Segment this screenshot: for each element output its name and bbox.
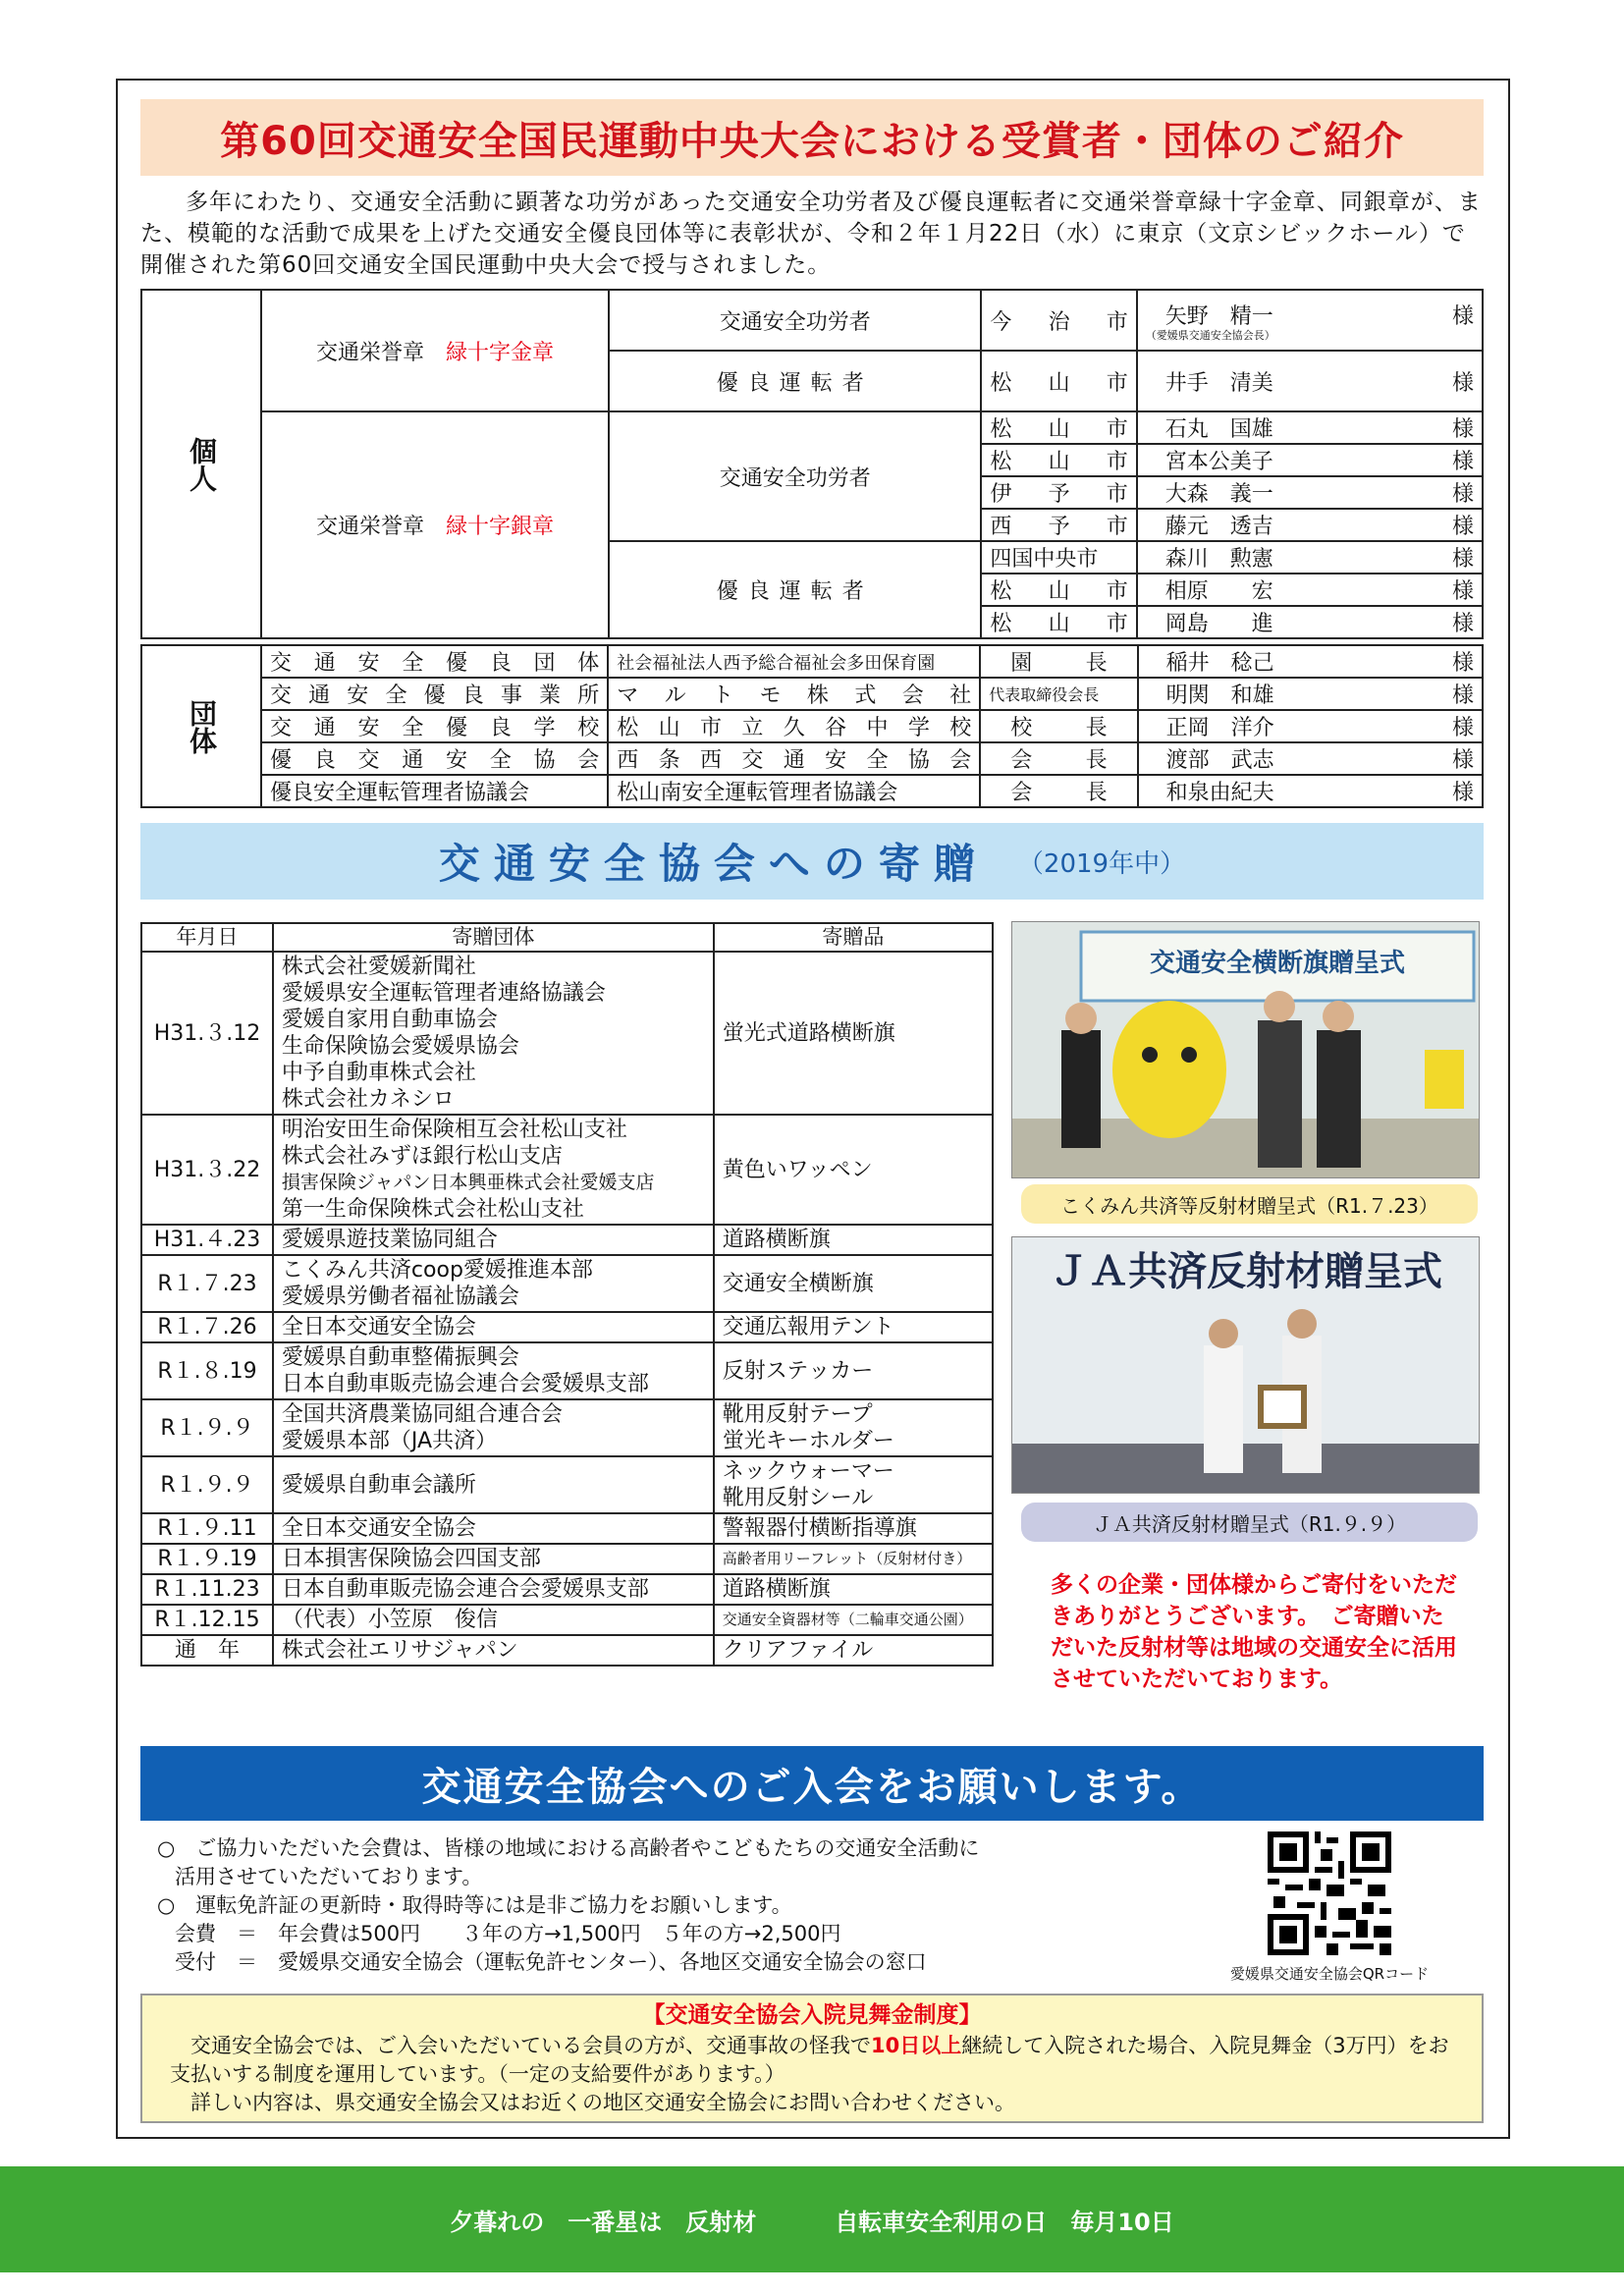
donation-items [714, 1342, 993, 1399]
insurance-text: 交通安全協会では、ご入会いただいている会員の方が、交通事故の怪我で10日以上継続して入院された場合、入院見舞金（3万円）をお支払いする制度を運用しています。（一定の支給要件があります。） [170, 2034, 1449, 2086]
group-role: 代表取締役会長 [980, 678, 1137, 710]
donor-name: 第一生命保険株式会社松山支社 [281, 1197, 584, 1222]
donation-donors [273, 1225, 714, 1255]
photo-kokumin-ceremony [1011, 921, 1480, 1178]
donation-date: H31.３.22 [141, 1115, 273, 1225]
group-name: 様 和泉由紀夫 [1138, 775, 1483, 807]
group-name: 様 稲井 稔己 [1138, 645, 1483, 678]
donated-item: クリアファイル [722, 1638, 874, 1663]
gold-driver-name: 様 井手 清美 [1137, 351, 1483, 411]
group-role: 会長 [980, 775, 1137, 807]
donor-name: 日本損害保険協会四国支部 [281, 1547, 541, 1571]
donation-items [714, 1225, 993, 1255]
silver-merit-city: 松山市 [981, 444, 1136, 476]
donation-row [141, 1115, 993, 1225]
donation-row [141, 1312, 993, 1342]
donation-row [141, 1574, 993, 1605]
donation-donors [273, 1115, 714, 1225]
silver-merit-category: 交通安全功労者 [609, 411, 981, 541]
donation-row [141, 1255, 993, 1312]
donated-item: 蛍光キーホルダー [722, 1429, 894, 1453]
group-org: 社会福祉法人西予総合福祉会多田保育園 [608, 645, 980, 678]
gold-award: 交通栄誉章 緑十字金章 [261, 290, 609, 411]
gold-merit-name: 様 矢野 精一 （愛媛県交通安全協会長） [1137, 290, 1483, 351]
donation-donors [273, 1342, 714, 1399]
donated-item: 反射ステッカー [722, 1358, 874, 1384]
donated-item: 交通広報用テント [722, 1315, 894, 1339]
donated-item: 高齢者用リーフレット（反射材付き） [722, 1550, 972, 1567]
member-line1: ○ ご協力いただいた会費は、皆様の地域における高齢者やこどもたちの交通安全活動に [157, 1836, 980, 1860]
donation-date: R１.７.23 [141, 1255, 273, 1312]
photo-ja-ceremony [1011, 1236, 1480, 1494]
donation-donors [273, 952, 714, 1115]
thanks-message: 多くの企業・団体様からご寄付をいただきありがとうございます。 ご寄贈いただいた反射材等は地域の交通安全に活用させていただいております。 [1051, 1572, 1457, 1692]
silver-merit-city: 西予市 [981, 509, 1136, 541]
insurance-contact: 詳しい内容は、県交通安全協会又はお近くの地区交通安全協会にお問い合わせください。 [190, 2091, 1015, 2114]
member-line2: ○ 運転免許証の更新時・取得時等には是非ご協力をお願いします。 [157, 1893, 792, 1917]
donation-date: R１.９.19 [141, 1544, 273, 1574]
member-reception: 受付 ＝ 愛媛県交通安全協会（運転免許センター）、各地区交通安全協会の窓口 [175, 1950, 927, 1974]
photo2-caption: ＪＡ共済反射材贈呈式（R1.９.９） [1021, 1503, 1478, 1542]
silver-driver-city: 松山市 [981, 574, 1136, 606]
donation-donors [273, 1605, 714, 1635]
donated-item: ネックウォーマー [722, 1459, 894, 1484]
group-name: 様 渡部 武志 [1138, 742, 1483, 775]
donor-name: 愛媛県遊技業協同組合 [281, 1228, 498, 1252]
silver-driver-city: 四国中央市 [981, 541, 1136, 574]
photo1-caption: こくみん共済等反射材贈呈式（R1.７.23） [1021, 1184, 1478, 1224]
group-org: 西条西交通安全協会 [608, 742, 980, 775]
group-award-table [140, 644, 1484, 808]
group-role: 校長 [980, 710, 1137, 742]
award-intro: 多年にわたり、交通安全活動に顕著な功労があった交通安全功労者及び優良運転者に交通栄誉章緑十字金章、同銀章が、また、模範的な活動で成果を上げた交通安全優良団体等に表彰状が、令和２年１月22日（水）に東京（文京シビックホール）で開催された第60回交通安全国民運動中央大会で授与されました。 [140, 190, 1482, 278]
donation-row [141, 1456, 993, 1513]
donor-name: 愛媛県労働者福祉協議会 [281, 1285, 519, 1309]
donor-name: 株式会社エリサジャパン [281, 1638, 518, 1663]
member-line1b: 活用させていただいております。 [175, 1865, 483, 1888]
silver-driver-name: 様 相原 宏 [1137, 574, 1483, 606]
footer-bar [0, 2166, 1624, 2272]
silver-merit-city: 松山市 [981, 411, 1136, 444]
donation-donors [273, 1574, 714, 1605]
silver-merit-name: 様 石丸 国雄 [1137, 411, 1483, 444]
donor-name: 株式会社愛媛新聞社 [281, 955, 476, 979]
silver-merit-name: 様 宮本公美子 [1137, 444, 1483, 476]
donation-table [140, 922, 994, 1667]
donation-items [714, 1635, 993, 1666]
donation-date: H31.４.23 [141, 1225, 273, 1255]
gold-merit-city: 今治市 [981, 290, 1136, 351]
col-header-date: 年月日 [141, 923, 273, 952]
donation-row [141, 1342, 993, 1399]
photo1-banner-text: 交通安全横断旗贈呈式 [1149, 949, 1406, 978]
donor-name: 全日本交通安全協会 [281, 1315, 476, 1339]
donation-donors [273, 1513, 714, 1544]
silver-merit-name: 様 大森 義一 [1137, 476, 1483, 509]
photo2-banner-text: ＪＡ共済反射材贈呈式 [1050, 1249, 1442, 1294]
donation-donors [273, 1456, 714, 1513]
silver-driver-category: 優良運転者 [609, 541, 981, 638]
award-section-title: 第60回交通安全国民運動中央大会における受賞者・団体のご紹介 [140, 99, 1484, 176]
silver-driver-name: 様 岡島 進 [1137, 606, 1483, 638]
membership-title: 交通安全協会へのご入会をお願いします。 [140, 1746, 1484, 1821]
donation-date: R１.11.23 [141, 1574, 273, 1605]
donation-donors [273, 1635, 714, 1666]
donation-items [714, 1115, 993, 1225]
donor-name: 愛媛自家用自動車協会 [281, 1008, 498, 1032]
donated-item: 靴用反射シール [722, 1486, 874, 1510]
donation-row [141, 1544, 993, 1574]
donation-items [714, 1312, 993, 1342]
donated-item: 蛍光式道路横断旗 [722, 1020, 895, 1046]
donation-donors [273, 1255, 714, 1312]
donation-donors [273, 1312, 714, 1342]
donor-name: 日本自動車販売協会連合会愛媛県支部 [281, 1372, 649, 1396]
donor-name: 全日本交通安全協会 [281, 1516, 476, 1541]
group-role: 会長 [980, 742, 1137, 775]
group-name: 様 明関 和雄 [1138, 678, 1483, 710]
donation-date: R１.12.15 [141, 1605, 273, 1635]
donated-item: 道路横断旗 [722, 1577, 831, 1602]
donation-row [141, 952, 993, 1115]
footer-bike-day: 自転車安全利用の日 毎月10日 [835, 2208, 1174, 2236]
donor-name: 愛媛県自動車整備振興会 [281, 1345, 519, 1370]
donation-items [714, 1513, 993, 1544]
group-org: マルトモ株式会社 [608, 678, 980, 710]
gold-driver-city: 松山市 [981, 351, 1136, 411]
donor-name: 生命保険協会愛媛県協会 [281, 1034, 519, 1059]
donation-row [141, 1513, 993, 1544]
group-name: 様 正岡 洋介 [1138, 710, 1483, 742]
donation-items [714, 1605, 993, 1635]
donation-items [714, 1574, 993, 1605]
donation-section-title [140, 823, 1484, 900]
silver-award: 交通栄誉章 緑十字銀章 [261, 411, 609, 638]
donor-name: 全国共済農業協同組合連合会 [281, 1402, 563, 1427]
silver-driver-name: 様 森川 勲憲 [1137, 541, 1483, 574]
donation-items [714, 1399, 993, 1456]
group-org: 松山市立久谷中学校 [608, 710, 980, 742]
insurance-title: 【交通安全協会入院見舞金制度】 [642, 2002, 982, 2028]
qr-block [1182, 1831, 1477, 1984]
donation-items [714, 1544, 993, 1574]
individual-award-table [140, 289, 1484, 639]
group-role: 園長 [980, 645, 1137, 678]
qr-code[interactable] [1268, 1831, 1391, 1955]
donation-title-text: 交通安全協会への寄贈 [438, 840, 989, 888]
donation-row [141, 1399, 993, 1456]
group-award: 交通安全優良事業所 [261, 678, 608, 710]
membership-info [157, 1834, 1139, 1977]
donation-date: R１.９.９ [141, 1456, 273, 1513]
gold-merit-category: 交通安全功労者 [609, 290, 981, 351]
group-label: 団体 [141, 645, 261, 807]
member-fee: 会費 ＝ 年会費は500円 ３年の方→1,500円 ５年の方→2,500円 [175, 1922, 841, 1945]
silver-merit-city: 伊予市 [981, 476, 1136, 509]
donor-name: 株式会社カネシロ [281, 1087, 455, 1112]
col-header-donor: 寄贈団体 [273, 923, 714, 952]
donor-name: 日本自動車販売協会連合会愛媛県支部 [281, 1577, 649, 1602]
individual-label: 個人 [141, 290, 261, 638]
qr-caption: 愛媛県交通安全協会QRコード [1229, 1965, 1430, 1983]
donor-name: 愛媛県本部（JA共済） [281, 1429, 498, 1453]
donor-name: 株式会社みずほ銀行松山支店 [281, 1144, 563, 1169]
donation-items [714, 1456, 993, 1513]
col-header-item: 寄贈品 [714, 923, 993, 952]
donation-date: H31.３.12 [141, 952, 273, 1115]
donation-date: R１.９.９ [141, 1399, 273, 1456]
donor-name: 明治安田生命保険相互会社松山支社 [281, 1118, 627, 1142]
footer-slogan: 夕暮れの 一番星は 反射材 [450, 2208, 757, 2236]
donation-donors [273, 1399, 714, 1456]
donation-row [141, 1605, 993, 1635]
donated-item: 道路横断旗 [722, 1228, 831, 1252]
donation-date: R１.７.26 [141, 1312, 273, 1342]
silver-merit-name: 様 藤元 透吉 [1137, 509, 1483, 541]
group-award: 交通安全優良団体 [261, 645, 608, 678]
group-award: 優良交通安全協会 [261, 742, 608, 775]
donated-item: 交通安全横断旗 [722, 1271, 874, 1296]
donation-items [714, 1255, 993, 1312]
donated-item: 交通安全資器材等（二輪車交通公園） [722, 1611, 973, 1628]
donation-year: （2019年中） [1017, 848, 1186, 879]
silver-driver-city: 松山市 [981, 606, 1136, 638]
donor-name: 中予自動車株式会社 [281, 1061, 476, 1085]
donated-item: 靴用反射テープ [722, 1402, 873, 1427]
insurance-box [140, 1994, 1484, 2123]
group-org: 松山南安全運転管理者協議会 [608, 775, 980, 807]
donor-name: 損害保険ジャパン日本興亜株式会社愛媛支店 [281, 1172, 655, 1193]
donor-name: こくみん共済coop愛媛推進本部 [281, 1258, 593, 1283]
donation-donors [273, 1544, 714, 1574]
donor-name: 愛媛県安全運転管理者連絡協議会 [281, 981, 606, 1006]
donation-items [714, 952, 993, 1115]
donor-name: 愛媛県自動車会議所 [281, 1472, 476, 1498]
donation-date: R１.９.11 [141, 1513, 273, 1544]
donation-date: 通 年 [141, 1635, 273, 1666]
donation-date: R１.８.19 [141, 1342, 273, 1399]
group-award: 交通安全優良学校 [261, 710, 608, 742]
donor-name: （代表）小笠原 俊信 [281, 1608, 498, 1632]
gold-driver-category: 優良運転者 [609, 351, 981, 411]
donated-item: 警報器付横断指導旗 [722, 1516, 917, 1541]
donation-row [141, 1225, 993, 1255]
donated-item: 黄色いワッペン [722, 1157, 873, 1182]
donation-row [141, 1635, 993, 1666]
group-award: 優良安全運転管理者協議会 [261, 775, 608, 807]
